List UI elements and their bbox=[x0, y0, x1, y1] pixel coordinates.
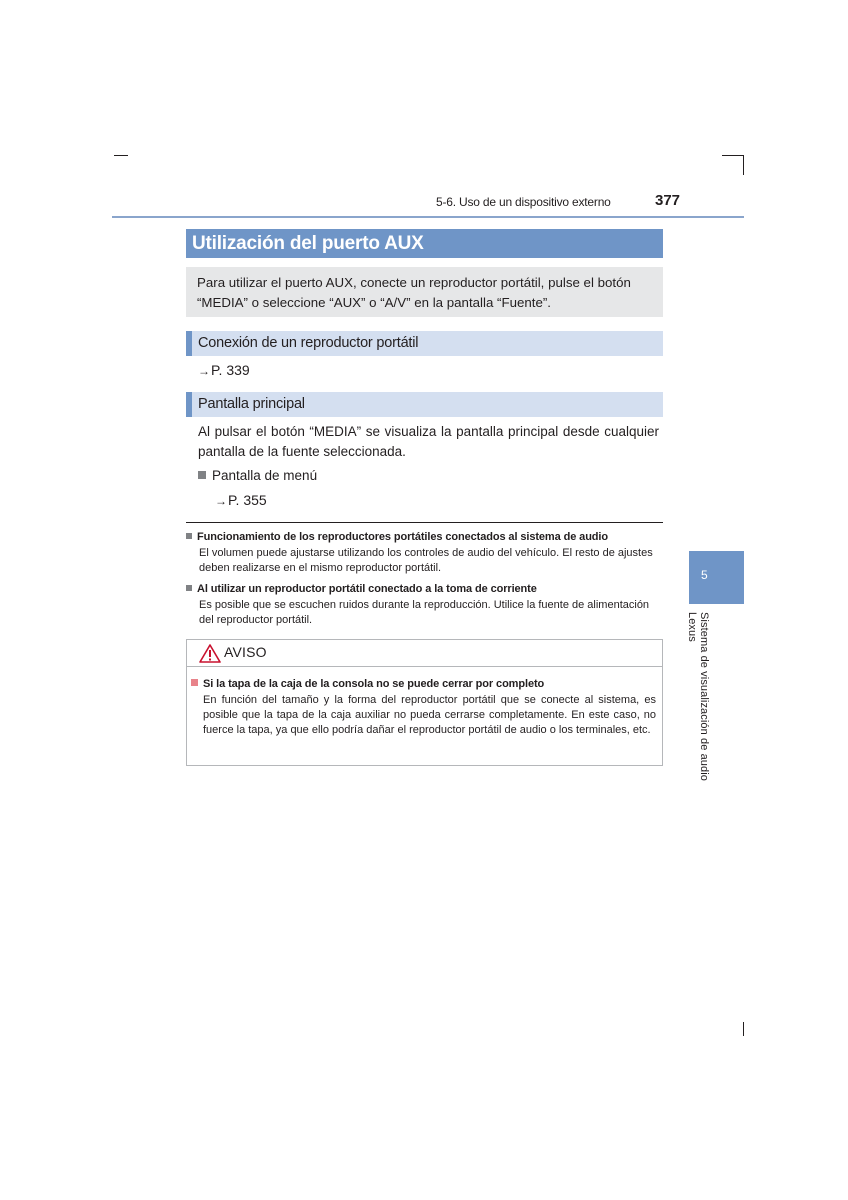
connection-reference[interactable] bbox=[198, 362, 250, 378]
intro-text: Para utilizar el puerto AUX, conecte un reproductor portátil, pulse el botón “MEDIA” o seleccione “AUX” o “A/V” en la pantalla “Fuente”. bbox=[197, 275, 631, 310]
warning-heading bbox=[191, 678, 656, 690]
note-1 bbox=[186, 531, 663, 576]
warning-heading-text: Si la tapa de la caja de la consola no se puede cerrar por completo bbox=[203, 678, 545, 690]
warning-triangle-icon bbox=[199, 644, 221, 663]
note-1-body: El volumen puede ajustarse utilizando los controles de audio del vehículo. El resto de ajustes deben realizarse en el mismo reproductor portátil. bbox=[199, 547, 653, 574]
main-screen-body: Al pulsar el botón “MEDIA” se visualiza la pantalla principal desde cualquier pantalla de la fuente seleccionada. bbox=[198, 424, 659, 459]
square-bullet-icon bbox=[186, 533, 192, 539]
section-heading-connection: Conexión de un reproductor portátil bbox=[186, 331, 663, 356]
note-2-body: Es posible que se escuchen ruidos durante la reproducción. Utilice la fuente de alimentación del reproductor portátil. bbox=[199, 599, 650, 626]
note-1-heading-text: Funcionamiento de los reproductores portátiles conectados al sistema de audio bbox=[197, 531, 609, 543]
chapter-label: Sistema de visualización de audio Lexus bbox=[686, 612, 710, 782]
chapter-tab[interactable] bbox=[689, 551, 744, 604]
warning-body: En función del tamaño y la forma del reproductor portátil que se conecte al sistema, es posible que la tapa de la caja auxiliar no pueda cerrarse completamente. En este caso, no fuerce la tapa, ya que ello podría dañar el reproductor portátil de audio o los terminales, etc. bbox=[203, 694, 656, 736]
page-number: 377 bbox=[655, 192, 681, 209]
warning-divider bbox=[187, 666, 662, 667]
note-2-heading bbox=[186, 583, 663, 595]
square-bullet-icon bbox=[198, 471, 206, 479]
crop-mark-top-right-v bbox=[743, 155, 744, 175]
chapter-number: 5 bbox=[701, 568, 708, 582]
section-heading-main-screen: Pantalla principal bbox=[186, 392, 663, 417]
crop-mark-top-left bbox=[114, 155, 128, 156]
menu-ref-text: P. 355 bbox=[228, 492, 267, 508]
square-bullet-icon bbox=[186, 585, 192, 591]
header-section-title: 5-6. Uso de un dispositivo externo bbox=[436, 195, 611, 209]
warning-title: AVISO bbox=[224, 644, 267, 660]
header-rule bbox=[112, 216, 744, 218]
connection-ref-text: P. 339 bbox=[211, 362, 250, 378]
note-2-heading-text: Al utilizar un reproductor portátil conectado a la toma de corriente bbox=[197, 583, 537, 595]
square-bullet-icon bbox=[191, 679, 198, 686]
menu-screen-label: Pantalla de menú bbox=[212, 468, 318, 483]
note-2 bbox=[186, 583, 663, 628]
notes-separator bbox=[186, 522, 663, 523]
warning-box bbox=[186, 639, 663, 766]
menu-screen-reference[interactable] bbox=[215, 492, 267, 508]
intro-box bbox=[186, 267, 663, 317]
crop-mark-bottom-right bbox=[743, 1022, 744, 1036]
note-1-heading bbox=[186, 531, 663, 543]
warning-content bbox=[191, 678, 656, 738]
crop-mark-top-right-h bbox=[722, 155, 744, 156]
menu-screen-item bbox=[198, 466, 317, 486]
right-arrow-icon: → bbox=[215, 494, 227, 508]
page-title: Utilización del puerto AUX bbox=[186, 229, 663, 258]
right-arrow-icon: → bbox=[198, 364, 210, 378]
